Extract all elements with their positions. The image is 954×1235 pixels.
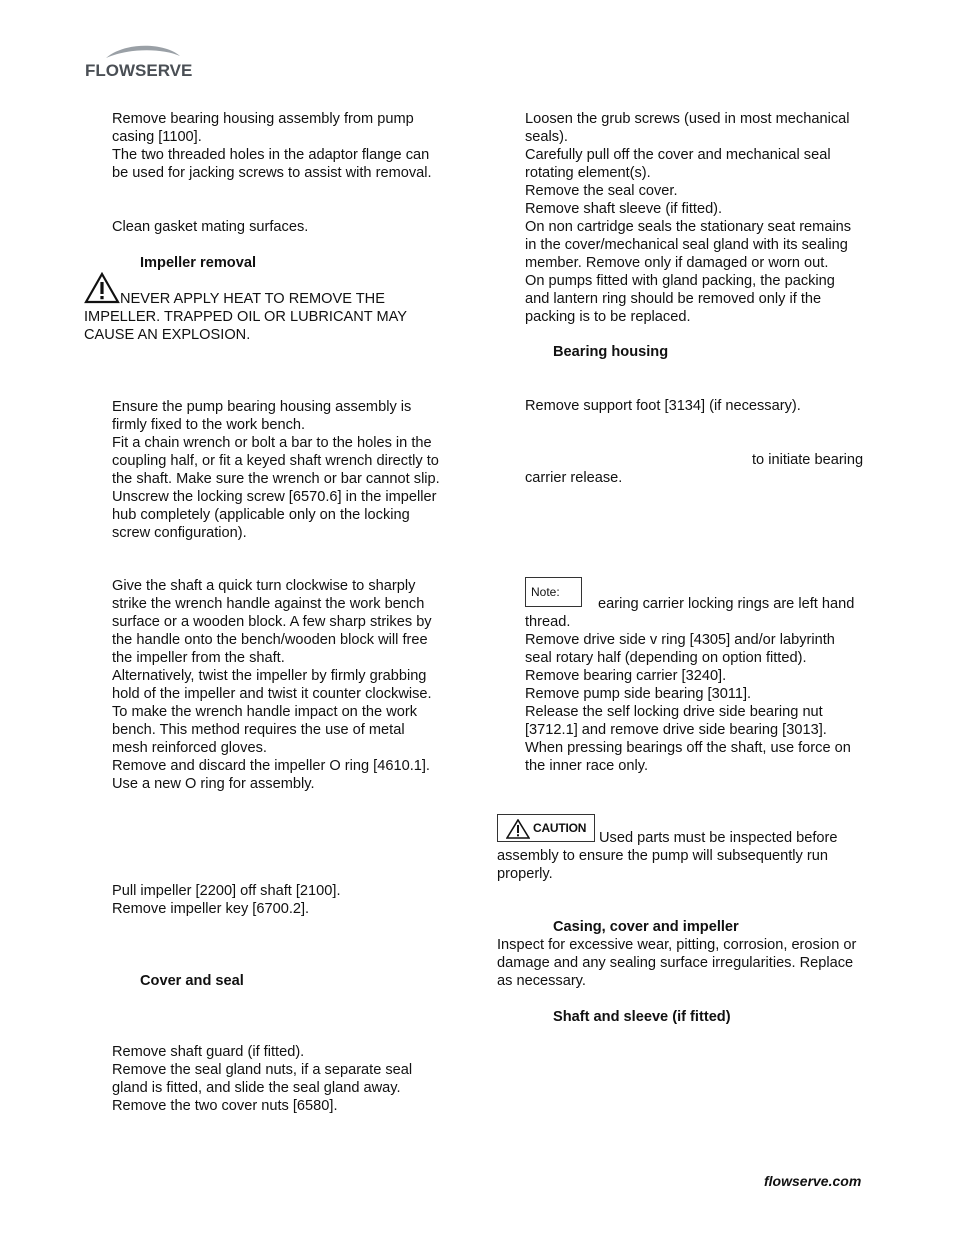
impeller-removal-heading: Impeller removal (140, 255, 256, 271)
text-line: IMPELLER. TRAPPED OIL OR LUBRICANT MAY (84, 309, 408, 325)
logo-wordmark: FLOWSERVE (85, 61, 193, 80)
text-line: Remove impeller key [6700.2]. (112, 901, 310, 917)
text-line: Remove pump side bearing [3011]. (525, 686, 752, 702)
text-line: CAUSE AN EXPLOSION. (84, 327, 251, 343)
text-line: Remove the two cover nuts [6580]. (112, 1098, 338, 1114)
flowserve-logo (84, 44, 200, 84)
text-line: Fit a chain wrench or bolt a bar to the holes in the (112, 435, 432, 451)
text-line: Inspect for excessive wear, pitting, corrosion, erosion or (497, 937, 857, 953)
text-line: properly. (497, 866, 553, 882)
text-line: hold of the impeller and twist it counter clockwise. (112, 686, 432, 702)
text-line: Loosen the grub screws (used in most mechanical (525, 111, 850, 127)
caution-text-first-line: Used parts must be inspected before (599, 830, 838, 846)
caution-label-box (497, 814, 595, 842)
text-line: the impeller from the shaft. (112, 650, 285, 666)
text-line: Remove the seal gland nuts, if a separate seal (112, 1062, 413, 1078)
note-label: Note: (531, 585, 560, 599)
text-line: seals). (525, 129, 568, 145)
left-paragraph-5 (112, 882, 341, 918)
right-paragraph-6 (497, 936, 856, 990)
right-paragraph-5 (497, 847, 828, 883)
text-line: Remove the seal cover. (525, 183, 678, 199)
text-line: packing is to be replaced. (525, 309, 691, 325)
text-line: be used for jacking screws to assist with removal. (112, 165, 432, 181)
text-line: the shaft. Make sure the wrench or bar cannot slip. (112, 471, 440, 487)
text-line: rotating element(s). (525, 165, 651, 181)
text-line: thread. (525, 614, 571, 630)
right-paragraph-3-fragment: to initiate bearing (752, 452, 864, 468)
text-line: To make the wrench handle impact on the work (112, 704, 418, 720)
text-line: assembly to ensure the pump will subsequently run (497, 848, 828, 864)
left-paragraph-1 (112, 110, 432, 182)
text-line: coupling half, or fit a keyed shaft wrench directly to (112, 453, 439, 469)
text-line: Remove bearing carrier [3240]. (525, 668, 727, 684)
text-line: screw configuration). (112, 525, 247, 541)
right-paragraph-1 (525, 110, 851, 326)
text-line: NEVER APPLY HEAT TO REMOVE THE (120, 291, 385, 307)
text-line: Carefully pull off the cover and mechanical seal (525, 147, 831, 163)
warning-text (84, 290, 407, 344)
text-line: casing [1100]. (112, 129, 202, 145)
text-line: Remove shaft sleeve (if fitted). (525, 201, 723, 217)
text-line: Remove support foot [3134] (if necessary). (525, 398, 801, 414)
text-line: in the cover/mechanical seal gland with its sealing (525, 237, 848, 253)
text-line: and lantern ring should be removed only if the (525, 291, 822, 307)
right-paragraph-2 (525, 397, 801, 415)
text-line: Remove drive side v ring [4305] and/or labyrinth (525, 632, 835, 648)
text-line: Unscrew the locking screw [6570.6] in the impeller (112, 489, 437, 505)
left-paragraph-4 (112, 577, 432, 793)
text-line: member. Remove only if damaged or worn out. (525, 255, 829, 271)
shaft-and-sleeve-heading: Shaft and sleeve (if fitted) (553, 1009, 731, 1025)
right-paragraph-3-line: carrier release. (525, 470, 623, 486)
footer-website: flowserve.com (764, 1173, 862, 1189)
text-line: bench. This method requires the use of metal (112, 722, 405, 738)
text-line: Use a new O ring for assembly. (112, 776, 315, 792)
left-paragraph-6 (112, 1043, 412, 1115)
caution-label: CAUTION (533, 821, 587, 835)
cover-and-seal-heading: Cover and seal (140, 973, 244, 989)
text-line: Ensure the pump bearing housing assembly is (112, 399, 412, 415)
text-line: firmly fixed to the work bench. (112, 417, 306, 433)
text-line: Pull impeller [2200] off shaft [2100]. (112, 883, 341, 899)
bearing-housing-heading: Bearing housing (553, 344, 669, 360)
note-text-first-line: earing carrier locking rings are left hand (598, 596, 855, 612)
left-paragraph-2 (112, 218, 308, 236)
text-line: the inner race only. (525, 758, 649, 774)
text-line: hub completely (applicable only on the locking (112, 507, 410, 523)
text-line: strike the wrench handle against the work bench (112, 596, 425, 612)
text-line: damage and any sealing surface irregularities. Replace (497, 955, 854, 971)
text-line: gland is fitted, and slide the seal gland away. (112, 1080, 401, 1096)
text-line: When pressing bearings off the shaft, use force on (525, 740, 851, 756)
casing-cover-impeller-heading: Casing, cover and impeller (553, 919, 739, 935)
text-line: the handle onto the bench/wooden block will free (112, 632, 428, 648)
text-line: mesh reinforced gloves. (112, 740, 267, 756)
text-line: seal rotary half (depending on option fitted). (525, 650, 807, 666)
note-label-box (525, 577, 582, 607)
text-line: Release the self locking drive side bearing nut (525, 704, 823, 720)
left-paragraph-3 (112, 398, 440, 542)
text-line: The two threaded holes in the adaptor flange can (112, 147, 430, 163)
caution-triangle-icon (506, 819, 530, 839)
right-paragraph-4 (525, 613, 851, 775)
text-line: Give the shaft a quick turn clockwise to sharply (112, 578, 416, 594)
text-line: Remove shaft guard (if fitted). (112, 1044, 305, 1060)
text-line: surface or a wooden block. A few sharp strikes by (112, 614, 432, 630)
text-line: as necessary. (497, 973, 586, 989)
text-line: Remove bearing housing assembly from pump (112, 111, 414, 127)
text-line: [3712.1] and remove drive side bearing [3013]. (525, 722, 827, 738)
text-line: On non cartridge seals the stationary seat remains (525, 219, 852, 235)
text-line: On pumps fitted with gland packing, the packing (525, 273, 835, 289)
text-line: Remove and discard the impeller O ring [4610.1]. (112, 758, 430, 774)
text-line: Alternatively, twist the impeller by firmly grabbing (112, 668, 427, 684)
text-line: Clean gasket mating surfaces. (112, 219, 309, 235)
